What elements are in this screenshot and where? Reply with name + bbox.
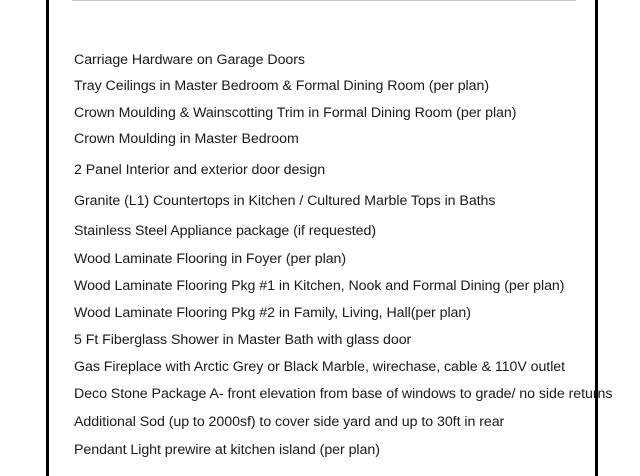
feature-item-flooring-pkg-2: Wood Laminate Flooring Pkg #2 in Family, Living, Hall(per plan) [74, 305, 471, 321]
feature-item-deco-stone: Deco Stone Package A- front elevation from base of windows to grade/ no side returns [74, 386, 613, 402]
feature-item-tray-ceilings: Tray Ceilings in Master Bedroom & Formal Dining Room (per plan) [74, 78, 490, 94]
top-divider [72, 0, 576, 1]
feature-item-sod: Additional Sod (up to 2000sf) to cover side yard and up to 30ft in rear [74, 414, 505, 430]
feature-item-flooring-foyer: Wood Laminate Flooring in Foyer (per plan) [74, 251, 347, 267]
feature-item-pendant-light: Pendant Light prewire at kitchen island (per plan) [74, 442, 380, 458]
feature-item-flooring-pkg-1: Wood Laminate Flooring Pkg #1 in Kitchen, Nook and Formal Dining (per plan) [74, 278, 565, 294]
feature-item-countertops: Granite (L1) Countertops in Kitchen / Cultured Marble Tops in Baths [74, 193, 496, 209]
feature-item-crown-moulding-bedroom: Crown Moulding in Master Bedroom [74, 131, 299, 147]
feature-item-garage-hardware: Carriage Hardware on Garage Doors [74, 52, 305, 68]
feature-item-appliances: Stainless Steel Appliance package (if requested) [74, 223, 377, 239]
feature-item-crown-moulding-dining: Crown Moulding & Wainscotting Trim in Formal Dining Room (per plan) [74, 105, 517, 121]
feature-item-fireplace: Gas Fireplace with Arctic Grey or Black Marble, wirechase, cable & 110V outlet [74, 359, 566, 375]
feature-item-shower: 5 Ft Fiberglass Shower in Master Bath with glass door [74, 332, 412, 348]
feature-item-door-design: 2 Panel Interior and exterior door design [74, 162, 326, 178]
